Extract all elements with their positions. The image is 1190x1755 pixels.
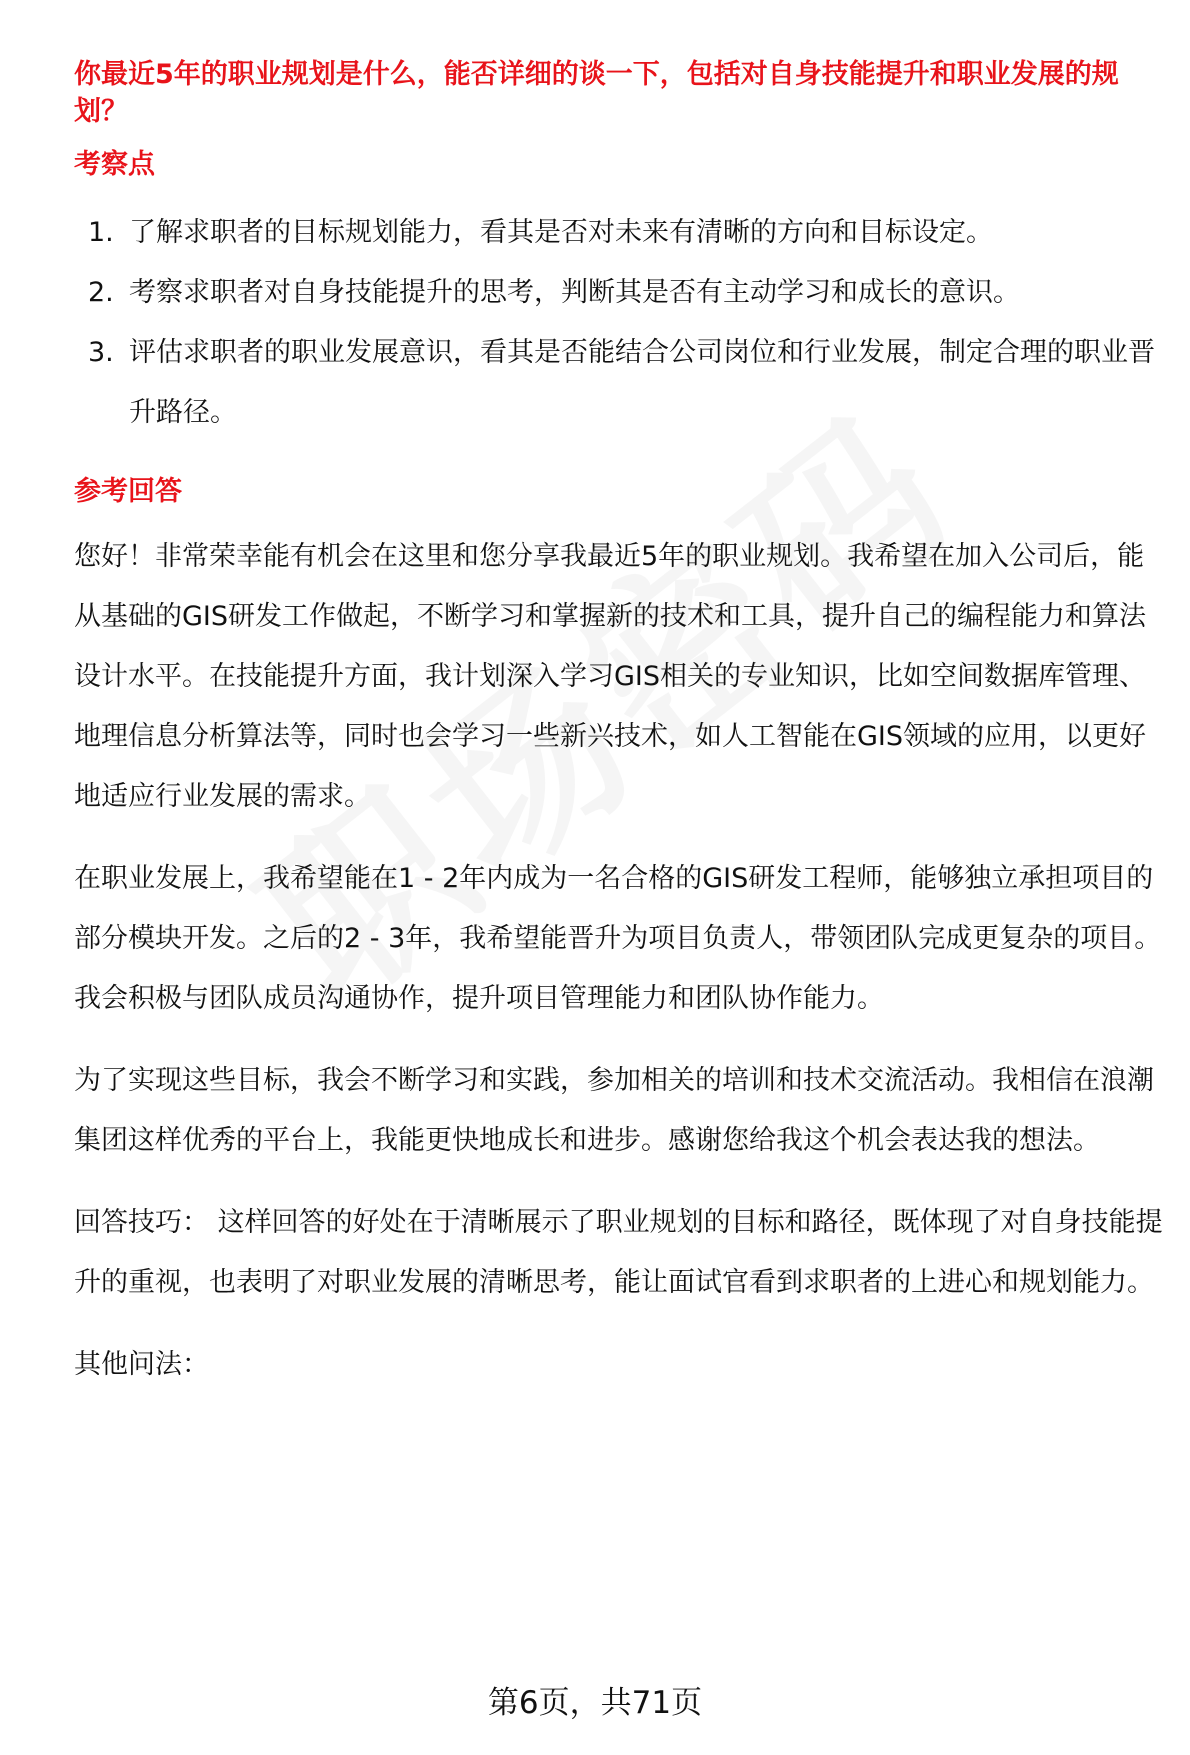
list-item bbox=[74, 203, 1164, 263]
list-item-text: 了解求职者的目标规划能力，看其是否对未来有清晰的方向和目标设定。 bbox=[129, 217, 993, 248]
page-content bbox=[74, 56, 1164, 1395]
assessment-points-list bbox=[74, 203, 1164, 443]
other-questions-label: 其他问法： bbox=[74, 1349, 209, 1380]
answer-paragraph: 在职业发展上，我希望能在1 - 2年内成为一名合格的GIS研发工程师，能够独立承担项目的部分模块开发。之后的2 - 3年，我希望能晋升为项目负责人，带领团队完成更复杂的项目。我会积极与团队成员沟通协作，提升项目管理能力和团队协作能力。 bbox=[74, 863, 1162, 1014]
answer-tip: 回答技巧： 这样回答的好处在于清晰展示了职业规划的目标和路径，既体现了对自身技能提升的重视，也表明了对职业发展的清晰思考，能让面试官看到求职者的上进心和规划能力。 bbox=[74, 1207, 1163, 1298]
section-title-kaochadian: 考察点 bbox=[74, 149, 155, 180]
section-title-cankao: 参考回答 bbox=[74, 476, 182, 507]
list-item bbox=[74, 263, 1164, 323]
question-heading: 你最近5年的职业规划是什么，能否详细的谈一下，包括对自身技能提升和职业发展的规划？ bbox=[74, 59, 1119, 127]
list-item-text: 考察求职者对自身技能提升的思考，判断其是否有主动学习和成长的意识。 bbox=[129, 277, 1020, 308]
list-item-number: 2. bbox=[88, 277, 114, 308]
answer-paragraph: 您好！非常荣幸能有机会在这里和您分享我最近5年的职业规划。我希望在加入公司后，能从基础的GIS研发工作做起，不断学习和掌握新的技术和工具，提升自己的编程能力和算法设计水平。在技能提升方面，我计划深入学习GIS相关的专业知识，比如空间数据库管理、地理信息分析算法等，同时也会学习一些新兴技术，如人工智能在GIS领域的应用，以更好地适应行业发展的需求。 bbox=[74, 541, 1147, 812]
page-number-footer: 第6页，共71页 bbox=[487, 1685, 703, 1721]
list-item-number: 1. bbox=[88, 217, 114, 248]
list-item-text: 评估求职者的职业发展意识，看其是否能结合公司岗位和行业发展，制定合理的职业晋升路径。 bbox=[129, 337, 1155, 428]
list-item bbox=[74, 323, 1164, 443]
list-item-number: 3. bbox=[88, 337, 114, 368]
answer-paragraph: 为了实现这些目标，我会不断学习和实践，参加相关的培训和技术交流活动。我相信在浪潮集团这样优秀的平台上，我能更快地成长和进步。感谢您给我这个机会表达我的想法。 bbox=[74, 1065, 1154, 1156]
